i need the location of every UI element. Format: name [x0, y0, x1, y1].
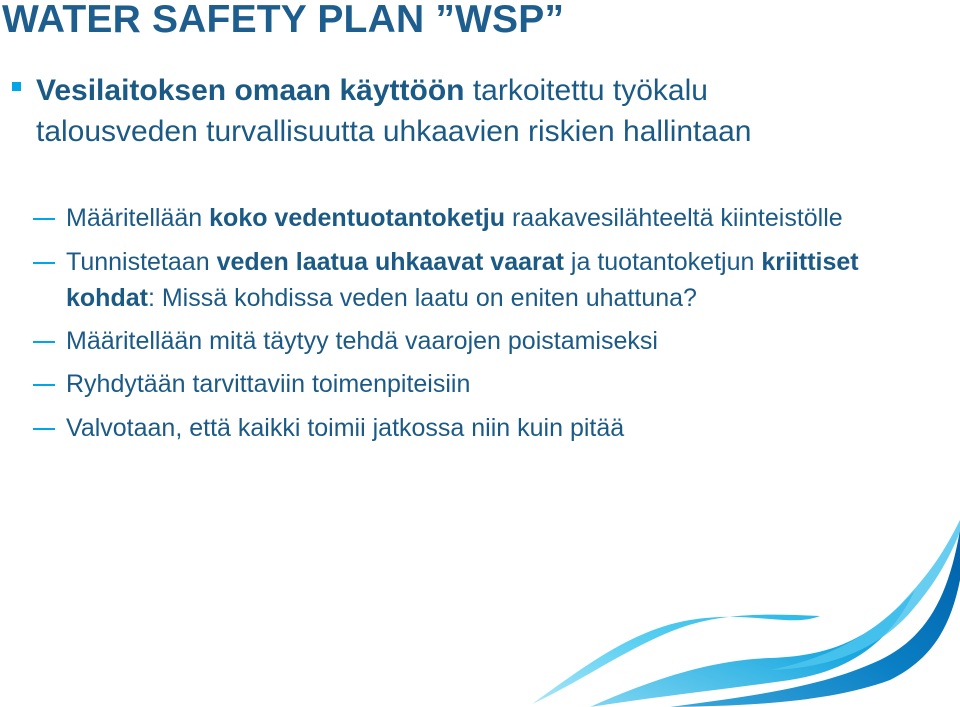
main-bullet-text — [36, 70, 852, 152]
sub-bullet-item — [33, 410, 873, 447]
sub-text: Määritellään — [66, 204, 210, 232]
sub-text: Määritellään mitä täytyy tehdä vaarojen poistamiseksi — [66, 326, 658, 355]
sub-text: raakavesilähteeltä kiinteistölle — [505, 204, 843, 232]
sub-bullet-item — [33, 200, 873, 237]
dash-bullet-icon — [33, 428, 55, 430]
sub-bullet-item — [33, 366, 873, 403]
sub-text: : Missä kohdissa veden laatu on eniten uhattuna? — [147, 284, 697, 312]
main-bullet-bold: Vesilaitoksen omaan käyttöön — [36, 74, 465, 107]
sub-text-bold: veden laatua uhkaavat vaarat — [216, 247, 564, 276]
sub-text: Ryhdytään tarvittaviin toimenpiteisiin — [66, 370, 471, 398]
sub-text: ja tuotantoketjun — [563, 247, 762, 276]
dash-bullet-icon — [33, 341, 55, 343]
sub-bullet-item — [33, 323, 873, 360]
main-bullet-rest: tarkoitettu työkalu talousveden turvallisuutta uhkaavien riskien hallintaan — [36, 74, 752, 148]
wave-mid — [590, 590, 915, 707]
sub-text: Valvotaan, että kaikki toimii jatkossa niin kuin pitää — [66, 413, 625, 442]
sub-bullet-list — [33, 200, 873, 446]
dash-bullet-icon — [33, 262, 55, 264]
dash-bullet-icon — [33, 218, 55, 220]
water-wave-logo — [520, 520, 960, 707]
main-bullet-item — [12, 70, 852, 152]
sub-text: Tunnistetaan — [66, 247, 217, 276]
sub-text-bold: koko vedentuotantoketju — [209, 204, 506, 232]
slide-title: WATER SAFETY PLAN ”WSP” — [2, 0, 565, 41]
sub-text-bold: kriittiset kohdat — [66, 247, 859, 312]
sub-bullet-item — [33, 244, 873, 317]
dash-bullet-icon — [33, 384, 55, 386]
square-bullet-icon — [12, 82, 21, 91]
